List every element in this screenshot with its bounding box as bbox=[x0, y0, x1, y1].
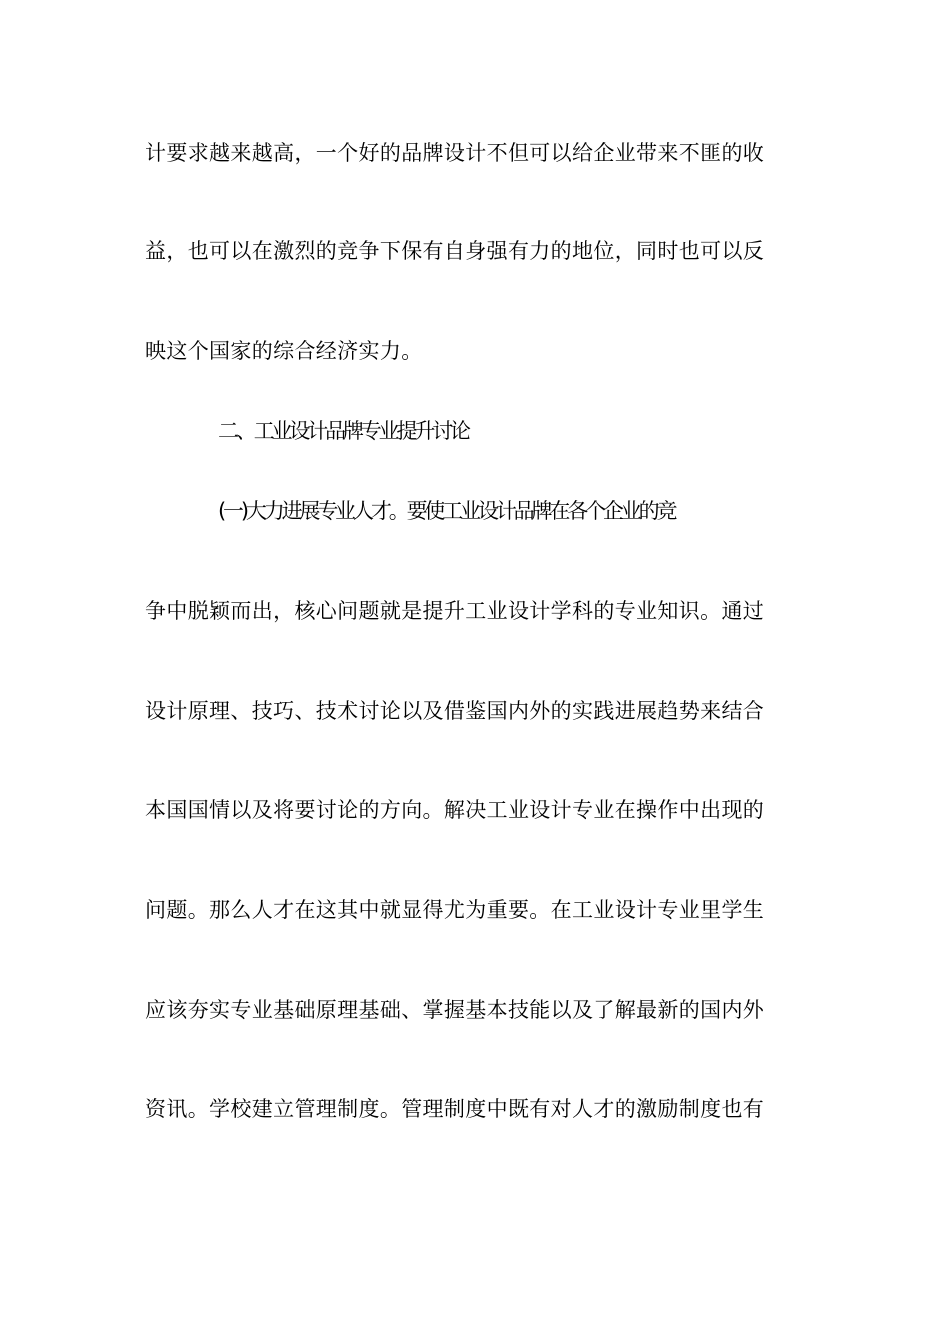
paragraph-line: 资讯。学校建立管理制度。管理制度中既有对人才的激励制度也有 bbox=[145, 1097, 765, 1121]
paragraph-line: 计要求越来越高，一个好的品牌设计不但可以给企业带来不匪的收 bbox=[145, 141, 765, 165]
paragraph-line: 应该夯实专业基础原理基础、掌握基本技能以及了解最新的国内外 bbox=[145, 998, 765, 1022]
paragraph-line: 本国国情以及将要讨论的方向。解决工业设计专业在操作中出现的 bbox=[145, 798, 765, 822]
paragraph-line: (一)大力进展专业人才。要使工业设计品牌在各个企业的竞 bbox=[218, 499, 675, 523]
paragraph-line: 问题。那么人才在这其中就显得尤为重要。在工业设计专业里学生 bbox=[145, 898, 765, 922]
paragraph-line: 映这个国家的综合经济实力。 bbox=[145, 339, 423, 363]
paragraph-line: 争中脱颖而出，核心问题就是提升工业设计学科的专业知识。通过 bbox=[145, 599, 765, 623]
section-heading: 二、工业设计品牌专业提升讨论 bbox=[218, 419, 468, 443]
paragraph-line: 益，也可以在激烈的竞争下保有自身强有力的地位，同时也可以反 bbox=[145, 239, 765, 263]
paragraph-line: 设计原理、技巧、技术讨论以及借鉴国内外的实践进展趋势来结合 bbox=[145, 699, 765, 723]
